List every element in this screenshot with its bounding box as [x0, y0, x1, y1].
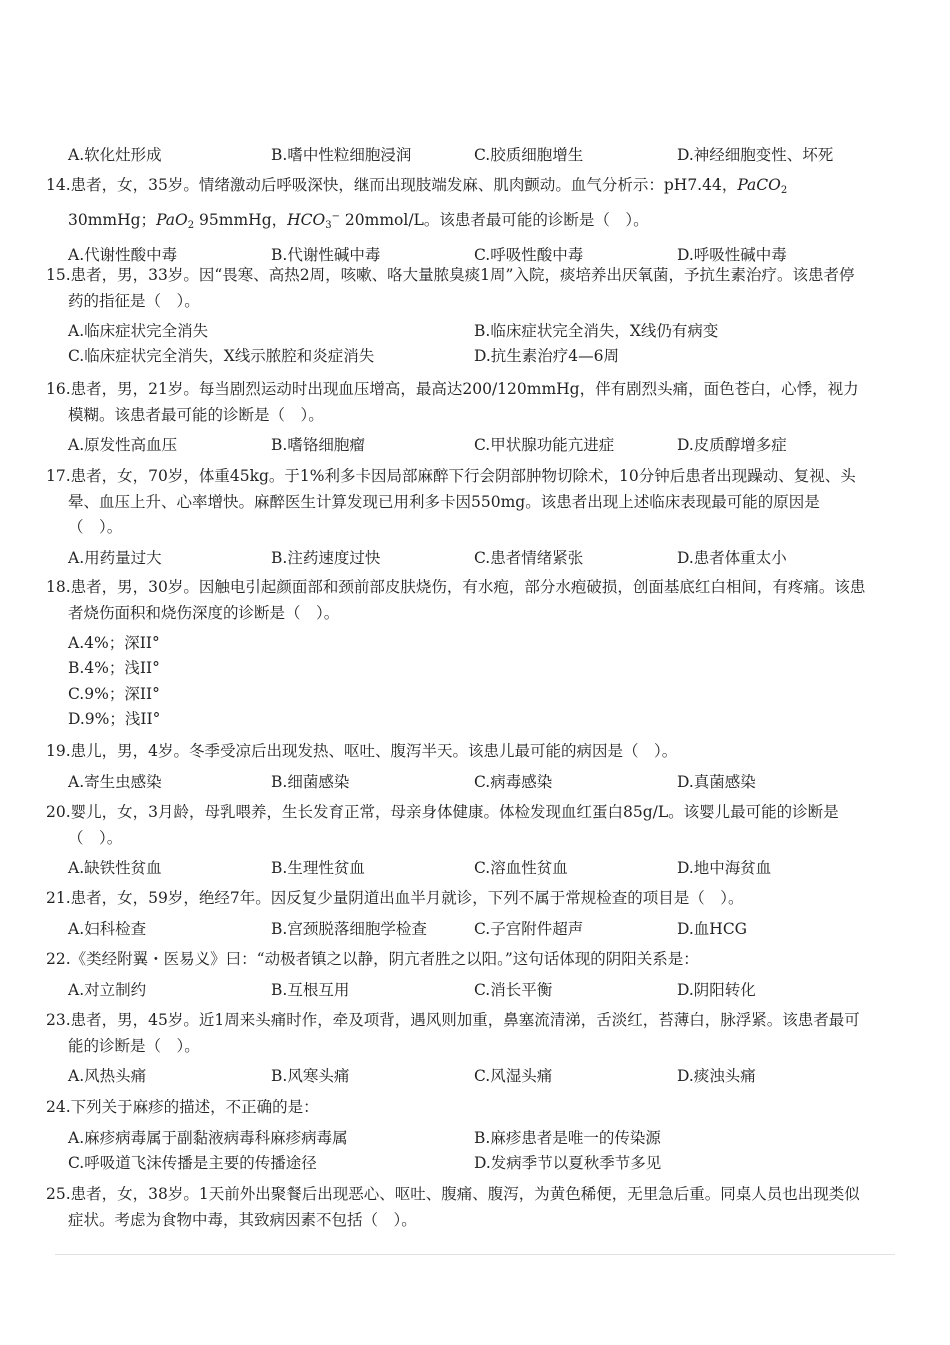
option-b[interactable]: B.代谢性碱中毒 [271, 246, 381, 264]
question-17-options [46, 546, 868, 571]
question-16-options [46, 433, 868, 458]
question-22-stem: 22.《类经附翼・医易义》曰：“动极者镇之以静，阴亢者胜之以阳。”这句话体现的阴阳关系是： [46, 950, 699, 968]
question-16-stem: 16.患者，男，21岁。每当剧烈运动时出现血压增高，最高达200/120mmHg，伴有剧烈头痛，面色苍白，心悸，视力模糊。该患者最可能的诊断是（ ）。 [46, 380, 859, 424]
question-18 [46, 575, 868, 732]
option-b[interactable]: B.注药速度过快 [271, 548, 381, 567]
question-14 [46, 173, 868, 268]
option-d[interactable]: D.痰浊头痛 [677, 1067, 756, 1085]
option-b[interactable]: B.麻疹患者是唯一的传染源 [474, 1128, 661, 1147]
option-a[interactable]: A.原发性高血压 [68, 436, 178, 454]
option-b[interactable]: B.风寒头痛 [271, 1067, 350, 1085]
question-24-options [46, 1126, 868, 1177]
question-20 [46, 800, 868, 881]
stem-text: 14.患者，女，35岁。情绪激动后呼吸深快，继而出现肢端发麻、肌肉颤动。血气分析示：pH7.44， [46, 176, 738, 194]
question-17-stem: 17.患者，女，70岁，体重45kg。于1%利多卡因局部麻醉下行会阴部肿物切除术，10分钟后患者出现躁动、复视、头晕、血压上升、心率增快。麻醉医生计算发现已用利多卡因550mg。该患者出现上述临床表现最可能的原因是（ ）。 [46, 467, 856, 536]
question-22-options [46, 978, 868, 1003]
page-footer-divider [55, 1254, 895, 1255]
question-18-stem: 18.患者，男，30岁。因触电引起颜面部和颈前部皮肤烧伤，有水疱，部分水疱破损，创面基底红白相间，有疼痛。该患者烧伤面积和烧伤深度的诊断是（ ）。 [46, 578, 866, 622]
option-b[interactable]: B.互根互用 [271, 980, 350, 999]
question-24 [46, 1095, 868, 1177]
question-21-stem: 21.患者，女，59岁，绝经7年。因反复少量阴道出血半月就诊，下列不属于常规检查的项目是（ ）。 [46, 889, 744, 907]
question-25 [46, 1182, 868, 1233]
option-b[interactable]: B.4%；浅II° [68, 659, 160, 678]
stem-text-end: 20mmol/L。该患者最可能的诊断是（ ）。 [339, 210, 649, 229]
option-d[interactable]: D.发病季节以夏秋季节多见 [474, 1153, 662, 1172]
option-c[interactable]: C.呼吸道飞沫传播是主要的传播途径 [68, 1153, 317, 1172]
option-c[interactable]: C.呼吸性酸中毒 [474, 246, 584, 264]
option-c[interactable]: C.甲状腺功能亢进症 [474, 436, 615, 454]
question-20-stem: 20.婴儿，女，3月龄，母乳喂养，生长发育正常，母亲身体健康。体检发现血红蛋白85g/L。该婴儿最可能的诊断是（ ）。 [46, 803, 839, 847]
question-15 [46, 263, 868, 370]
option-d[interactable]: D.真菌感染 [677, 772, 756, 791]
question-13-options [46, 143, 868, 168]
option-a[interactable]: A.风热头痛 [68, 1067, 147, 1085]
question-21 [46, 886, 868, 942]
option-d[interactable]: D.血HCG [677, 919, 748, 938]
option-d[interactable]: D.神经细胞变性、坏死 [677, 146, 834, 164]
pao2-formula: PaO$_2$ [156, 210, 195, 231]
option-b[interactable]: B.临床症状完全消失，X线仍有病变 [474, 322, 719, 340]
option-b[interactable]: B.生理性贫血 [271, 859, 365, 877]
option-b[interactable]: B.细菌感染 [271, 772, 350, 791]
option-a[interactable]: A.临床症状完全消失 [68, 322, 209, 340]
option-d[interactable]: D.地中海贫血 [677, 859, 772, 877]
option-a[interactable]: A.对立制约 [68, 980, 147, 999]
question-20-options [46, 856, 868, 881]
option-d[interactable]: D.抗生素治疗4—6周 [474, 347, 620, 365]
question-19-options [46, 770, 868, 795]
question-22 [46, 947, 868, 1003]
option-d[interactable]: D.呼吸性碱中毒 [677, 246, 787, 264]
paco2-value: 30mmHg； [68, 210, 157, 229]
option-b[interactable]: B.嗜中性粒细胞浸润 [271, 146, 412, 164]
paco2-formula: PaCO$_2$ [737, 176, 788, 196]
option-d[interactable]: D.9%；浅II° [68, 709, 161, 728]
option-c[interactable]: C.9%；深II° [68, 684, 160, 703]
option-a[interactable]: A.用药量过大 [68, 548, 162, 567]
option-d[interactable]: D.阴阳转化 [677, 980, 756, 999]
option-c[interactable]: C.溶血性贫血 [474, 859, 568, 877]
pao2-value: 95mmHg， [194, 210, 288, 229]
option-c[interactable]: C.病毒感染 [474, 772, 553, 791]
question-15-stem: 15.患者，男，33岁。因“畏寒、高热2周，咳嗽、咯大量脓臭痰1周”入院，痰培养出厌氧菌，予抗生素治疗。该患者停药的指征是（ ）。 [46, 266, 855, 310]
option-b[interactable]: B.宫颈脱落细胞学检查 [271, 919, 427, 938]
option-d[interactable]: D.患者体重太小 [677, 548, 787, 567]
question-15-options [46, 319, 868, 370]
question-21-options [46, 917, 868, 942]
option-c[interactable]: C.风湿头痛 [474, 1067, 553, 1085]
option-d[interactable]: D.皮质醇增多症 [677, 436, 787, 454]
question-18-options [46, 631, 868, 732]
option-c[interactable]: C.临床症状完全消失，X线示脓腔和炎症消失 [68, 347, 375, 365]
question-13 [46, 143, 868, 168]
question-14-stem [46, 173, 868, 238]
question-23 [46, 1008, 868, 1089]
question-24-stem: 24.下列关于麻疹的描述，不正确的是： [46, 1098, 319, 1116]
option-a[interactable]: A.4%；深II° [68, 634, 160, 652]
option-a[interactable]: A.麻疹病毒属于副黏液病毒科麻疹病毒属 [68, 1128, 348, 1147]
question-23-stem: 23.患者，男，45岁。近1周来头痛时作，牵及项背，遇风则加重，鼻塞流清涕，舌淡红，苔薄白，脉浮紧。该患者最可能的诊断是（ ）。 [46, 1011, 860, 1055]
question-19-stem: 19.患儿，男，4岁。冬季受凉后出现发热、呕吐、腹泻半天。该患儿最可能的病因是（ ）。 [46, 742, 678, 760]
option-c[interactable]: C.子宫附件超声 [474, 919, 584, 938]
option-a[interactable]: A.妇科检查 [68, 919, 147, 938]
question-16 [46, 377, 868, 458]
option-b[interactable]: B.嗜铬细胞瘤 [271, 436, 365, 454]
option-c[interactable]: C.消长平衡 [474, 980, 553, 999]
question-23-options [46, 1064, 868, 1089]
option-c[interactable]: C.患者情绪紧张 [474, 548, 584, 567]
question-19 [46, 739, 868, 795]
option-a[interactable]: A.缺铁性贫血 [68, 859, 162, 877]
option-a[interactable]: A.寄生虫感染 [68, 772, 162, 791]
option-c[interactable]: C.胶质细胞增生 [474, 146, 584, 164]
option-a[interactable]: A.软化灶形成 [68, 146, 162, 164]
option-a[interactable]: A.代谢性酸中毒 [68, 246, 178, 264]
hco3-formula: $HCO_3^-$ [287, 210, 340, 231]
question-17 [46, 464, 868, 571]
question-25-stem: 25.患者，女，38岁。1天前外出聚餐后出现恶心、呕吐、腹痛、腹泻，为黄色稀便，无里急后重。同桌人员也出现类似症状。考虑为食物中毒，其致病因素不包括（ ）。 [46, 1185, 860, 1229]
